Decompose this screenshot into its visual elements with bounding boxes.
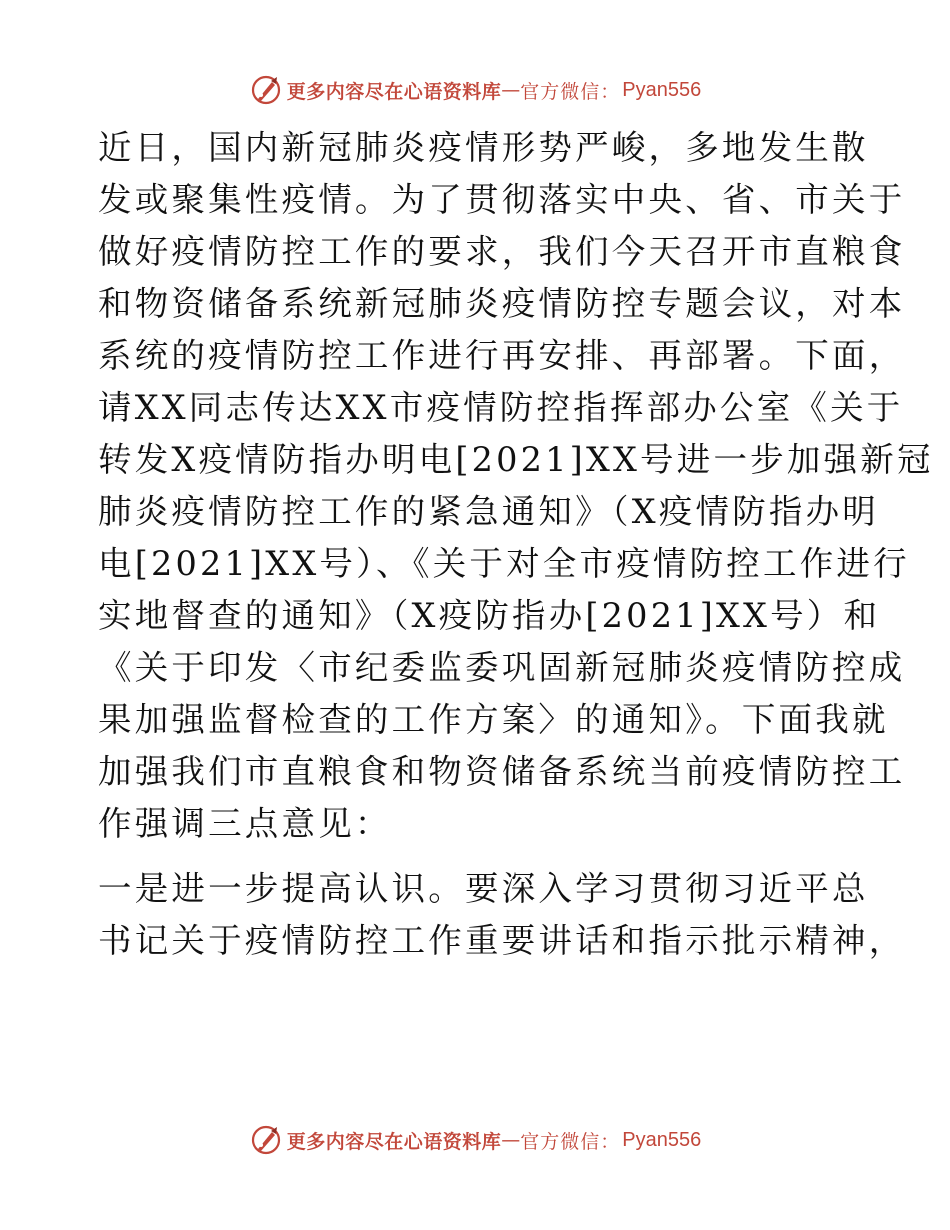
watermark-handle: Pyan556 — [622, 78, 702, 101]
text-line: 作强调三点意见： — [98, 804, 392, 843]
text-line: 和物资储备系统新冠肺炎疫情防控专题会议，对本 — [98, 284, 906, 323]
text-line: 转发X疫情防指办明电[2021]XX号进一步加强新冠 — [98, 440, 934, 479]
text-line: 肺炎疫情防控工作的紧急通知》（X疫情防指办明 — [98, 492, 879, 531]
quill-circle-icon — [249, 73, 283, 107]
watermark-brand: 更多内容尽在心语资料库 — [286, 80, 502, 103]
footer-watermark — [0, 1120, 950, 1160]
text-line: 书记关于疫情防控工作重要讲话和指示批示精神， — [98, 921, 906, 960]
watermark-handle: Pyan556 — [622, 1128, 702, 1151]
text-line: 果加强监督检查的工作方案〉的通知》。下面我就 — [98, 700, 889, 739]
paragraph-2 — [98, 863, 906, 967]
watermark-wechat-label: 官方微信： — [520, 1130, 621, 1153]
header-watermark — [0, 70, 950, 110]
text-line: 做好疫情防控工作的要求，我们今天召开市直粮食 — [98, 232, 906, 271]
text-line: 系统的疫情防控工作进行再安排、再部署。下面， — [98, 336, 906, 375]
text-line: 一是进一步提高认识。要深入学习贯彻习近平总 — [98, 869, 869, 908]
text-line: 加强我们市直粮食和物资储备系统当前疫情防控工 — [98, 752, 906, 791]
watermark-dash: — — [501, 79, 521, 101]
text-line: 请XX同志传达XX市疫情防控指挥部办公室《关于 — [98, 388, 904, 427]
watermark-wechat-label: 官方微信： — [520, 80, 621, 103]
text-line: 电[2021]XX号）、《关于对全市疫情防控工作进行 — [98, 544, 910, 583]
paragraph-1 — [98, 122, 934, 850]
quill-circle-icon — [249, 1123, 283, 1157]
watermark-brand: 更多内容尽在心语资料库 — [286, 1130, 502, 1153]
text-line: 实地督查的通知》（X疫防指办[2021]XX号）和 — [98, 596, 881, 635]
text-line: 发或聚集性疫情。为了贯彻落实中央、省、市关于 — [98, 180, 906, 219]
text-line: 近日，国内新冠肺炎疫情形势严峻，多地发生散 — [98, 128, 869, 167]
paragraph-gap — [98, 850, 858, 863]
watermark-dash: — — [501, 1129, 521, 1151]
document-body — [98, 122, 934, 967]
text-line: 《关于印发〈市纪委监委巩固新冠肺炎疫情防控成 — [98, 648, 906, 687]
